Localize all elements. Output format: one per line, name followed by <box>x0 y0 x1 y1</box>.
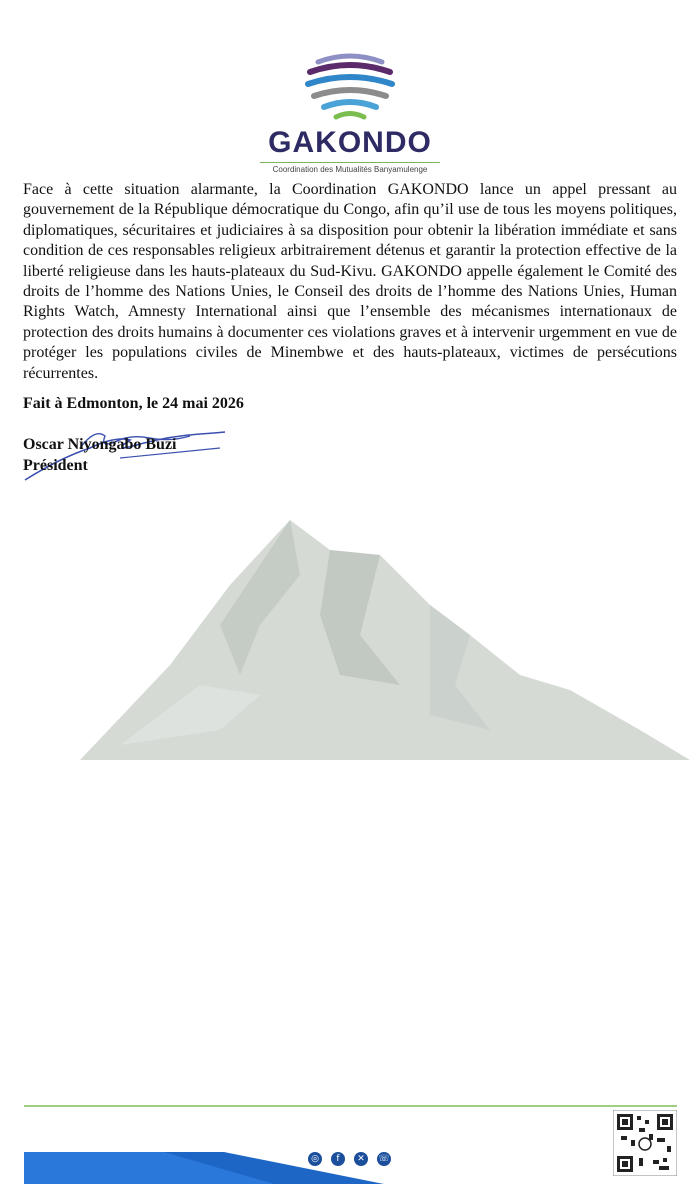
signer-name: Oscar Niyongabo Buzi <box>23 436 177 453</box>
instagram-icon[interactable]: ◎ <box>308 1152 322 1166</box>
brand-tagline: Coordination des Mutualités Banyamulenge <box>260 162 440 174</box>
facebook-icon[interactable]: f <box>331 1152 345 1166</box>
gakondo-logo <box>240 52 460 174</box>
signer-role: Président <box>23 457 88 474</box>
qr-code[interactable] <box>613 1110 677 1176</box>
date-line: Fait à Edmonton, le 24 mai 2026 <box>23 395 244 412</box>
brand-name: GAKONDO <box>268 126 432 159</box>
logo-mark-icon <box>290 52 410 132</box>
footer-divider <box>24 1105 677 1107</box>
whatsapp-icon[interactable]: ☏ <box>378 1154 390 1164</box>
footer-band <box>24 1152 384 1184</box>
mountain-watermark-icon <box>0 515 697 765</box>
x-icon[interactable]: ✕ <box>354 1152 368 1166</box>
letter-body: Face à cette situation alarmante, la Coordination GAKONDO lance un appel pressant au gouvernement de la République démocratique du Congo, afin qu’il use de tous les moyens politiques, diplomatiques, sécuritaires et judiciaires à sa disposition pour obtenir la libération immédiate et sans condition de ces responsables religieux arbitrairement détenus et garantir la protection effective de la liberté religieuse dans les hauts-plateaux du Sud-Kivu. GAKONDO appelle également le Comité des droits de l’homme des Nations Unies, le Conseil des droits de l’homme des Nations Unies, Human Rights Watch, Amnesty International ainsi que l’ensemble des mécanismes internationaux de protection des droits humains à documenter ces violations graves et à intervenir urgemment en vue de protéger les populations civiles de Minembwe et des hauts-plateaux, victimes de persécutions récurrentes. <box>23 181 677 382</box>
